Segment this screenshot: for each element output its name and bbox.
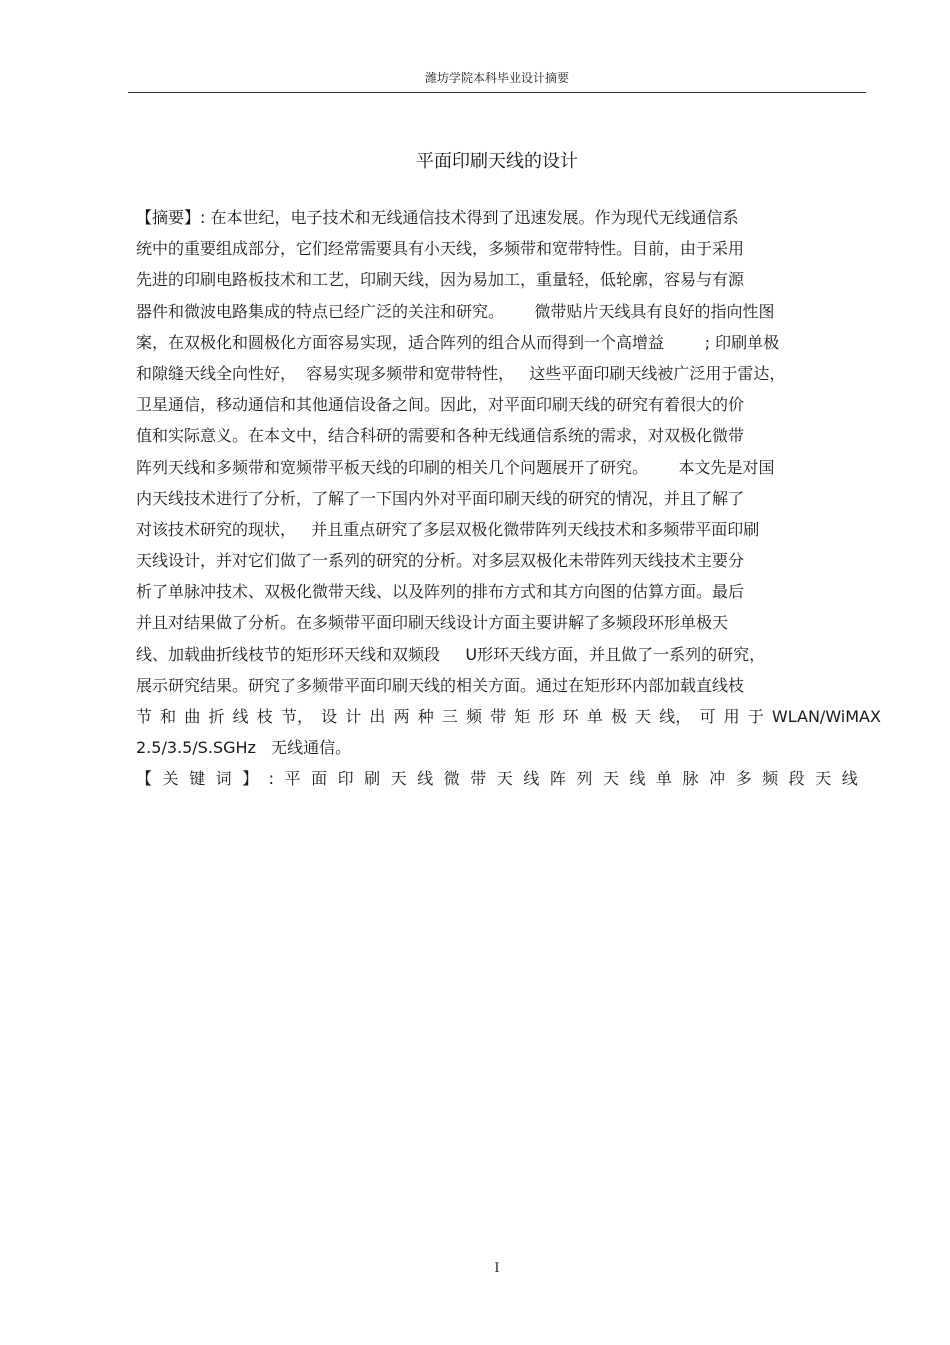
abstract-last-line: 2.5/3.5/S.SGHz 无线通信。 — [136, 738, 352, 758]
abstract-line: 并且对结果做了分析。在多频带平面印刷天线设计方面主要讲解了多频段环形单极天 — [136, 613, 729, 633]
keyword-char: 频 — [762, 769, 779, 789]
keyword-char: 段 — [788, 769, 805, 789]
keyword-char: 微 — [443, 769, 460, 789]
abstract-line: 析了单脉冲技术、双极化微带天线、以及阵列的排布方式和其方向图的估算方面。最后 — [136, 582, 745, 602]
keyword-char: 线 — [417, 769, 434, 789]
keyword-char: 单 — [656, 769, 673, 789]
justified-token: 形 — [538, 707, 555, 726]
keyword-char: 天 — [815, 769, 832, 789]
justified-token: 种 — [417, 707, 434, 726]
keyword-char: 多 — [735, 769, 752, 789]
keyword-char: 天 — [496, 769, 513, 789]
justified-token: 于 — [747, 707, 764, 726]
header-divider — [128, 92, 866, 93]
justified-token: 频 — [466, 707, 483, 726]
abstract-line: 线、加载曲折线枝节的矩形环天线和双频段 U形环天线方面，并且做了一系列的研究， — [136, 644, 766, 664]
justified-token: 极 — [610, 707, 627, 726]
keywords-line — [136, 763, 858, 794]
page-number: I — [494, 1261, 500, 1276]
justified-token: 带 — [490, 707, 507, 726]
keywords-label-char: 】 — [242, 769, 259, 789]
justified-token: 线， — [659, 707, 692, 726]
keywords-label-char: 【 — [136, 769, 153, 789]
abstract-line: 值和实际意义。在本文中，结合科研的需要和各种无线通信系统的需求，对双极化微带 — [136, 426, 745, 446]
keyword-char: 线 — [523, 769, 540, 789]
abstract-section — [136, 202, 896, 795]
keywords-label-char: : — [268, 769, 275, 789]
keywords-label-char: 键 — [189, 769, 206, 789]
abstract-justified-line — [136, 701, 881, 732]
justified-token: 环 — [562, 707, 579, 726]
justified-token: 和 — [160, 707, 177, 726]
justified-token: 线 — [232, 707, 249, 726]
abstract-line: 统中的重要组成部分，它们经常需要具有小天线，多频带和宽带特性。目前，由于采用 — [136, 239, 745, 259]
justified-token: 出 — [369, 707, 386, 726]
justified-token: WLAN/WiMAX — [771, 707, 881, 726]
keyword-char: 列 — [576, 769, 593, 789]
justified-token: 设 — [321, 707, 338, 726]
keywords-label-char: 词 — [215, 769, 232, 789]
running-header: 潍坊学院本科毕业设计摘要 — [424, 71, 569, 85]
keyword-char: 印 — [337, 769, 354, 789]
keyword-char: 脉 — [682, 769, 699, 789]
abstract-label: 【摘要】: — [136, 208, 206, 227]
keyword-char: 冲 — [709, 769, 726, 789]
keyword-char: 天 — [390, 769, 407, 789]
abstract-line — [136, 202, 896, 233]
abstract-line: 卫星通信，移动通信和其他通信设备之间。因此，对平面印刷天线的研究有着很大的价 — [136, 395, 745, 415]
document-title: 平面印刷天线的设计 — [416, 151, 578, 172]
keyword-char: 线 — [629, 769, 646, 789]
abstract-line: 对该技术研究的现状， 并且重点研究了多层双极化微带阵列天线技术和多频带平面印刷 — [136, 519, 760, 539]
abstract-line: 案，在双极化和圆极化方面容易实现，适合阵列的组合从而得到一个高增益 ; 印刷单极 — [136, 332, 780, 352]
abstract-line: 先进的印刷电路板技术和工艺，印刷天线，因为易加工，重量轻，低轮廓，容易与有源 — [136, 270, 745, 290]
justified-token: 节， — [280, 707, 313, 726]
justified-token: 两 — [393, 707, 410, 726]
justified-token: 三 — [441, 707, 458, 726]
keyword-char: 刷 — [364, 769, 381, 789]
justified-token: 曲 — [184, 707, 201, 726]
abstract-line: 天线设计，并对它们做了一系列的研究的分析。对多层双极化未带阵列天线技术主要分 — [136, 551, 745, 571]
keyword-char: 天 — [602, 769, 619, 789]
justified-token: 可 — [699, 707, 716, 726]
justified-token: 单 — [586, 707, 603, 726]
abstract-line: 内天线技术进行了分析，了解了一下国内外对平面印刷天线的研究的情况，并且了解了 — [136, 488, 745, 508]
justified-token: 枝 — [256, 707, 273, 726]
justified-token: 矩 — [514, 707, 531, 726]
keyword-char: 带 — [470, 769, 487, 789]
keyword-char: 平 — [284, 769, 301, 789]
abstract-line: 阵列天线和多频带和宽频带平板天线的印刷的相关几个问题展开了研究。 本文先是对国 — [136, 457, 775, 477]
keyword-char: 阵 — [549, 769, 566, 789]
justified-token: 计 — [345, 707, 362, 726]
abstract-line: 展示研究结果。研究了多频带平面印刷天线的相关方面。通过在矩形环内部加载直线枝 — [136, 675, 745, 695]
justified-token: 折 — [208, 707, 225, 726]
justified-token: 节 — [136, 707, 153, 726]
abstract-line: 器件和微波电路集成的特点已经广泛的关注和研究。 微带贴片天线具有良好的指向性图 — [136, 301, 775, 321]
abstract-line: 和隙缝天线全向性好， 容易实现多频带和宽带特性， 这些平面印刷天线被广泛用于雷达， — [136, 363, 786, 383]
keyword-char: 线 — [841, 769, 858, 789]
abstract-line-text: 在本世纪，电子技术和无线通信技术得到了迅速发展。作为现代无线通信系 — [210, 208, 739, 227]
keyword-char: 面 — [311, 769, 328, 789]
justified-token: 天 — [635, 707, 652, 726]
keywords-label-char: 关 — [162, 769, 179, 789]
justified-token: 用 — [723, 707, 740, 726]
